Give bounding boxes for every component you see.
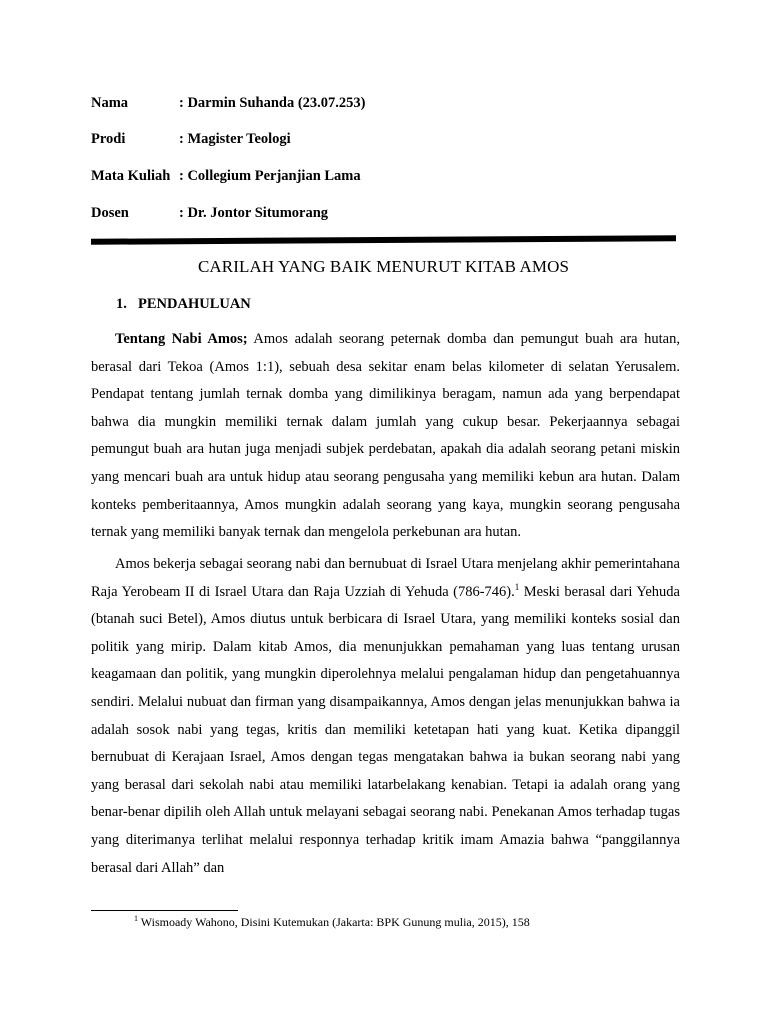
footnote-marker: 1 <box>134 914 138 923</box>
footnote-text: Wismoady Wahono, Disini Kutemukan (Jakarta: BPK Gunung mulia, 2015), 158 <box>138 915 530 929</box>
meta-row-prodi <box>91 131 291 148</box>
section-heading <box>116 296 251 313</box>
paragraph-text: Amos bekerja sebagai seorang nabi dan bernubuat di Israel Utara menjelang akhir pemerintahana Raja Yerobeam II di Israel Utara dan Raja Uzziah di Yehuda (786-746). <box>91 556 680 600</box>
paragraph-2 <box>91 551 680 882</box>
meta-label: Prodi <box>91 131 126 147</box>
footnote-separator <box>91 910 238 911</box>
footnote-reference[interactable]: 1 <box>514 581 520 592</box>
section-title: PENDAHULUAN <box>138 296 251 312</box>
meta-row-nama <box>91 95 366 112</box>
meta-label: Nama <box>91 95 129 111</box>
section-number: 1. <box>116 296 127 312</box>
paragraph-text: Meski berasal dari Yehuda (btanah suci Betel), Amos diutus untuk berbicara di Israel Utara, yang memiliki konteks sosial dan politik yang mirip. Dalam kitab Amos, dia menunjukkan pemahaman yang luas tentang urusan keagamaan dan politik, yang mungkin diperolehnya melalui pengalaman hidup dan pengetahuannya sendiri. Melalui nubuat dan firman yang disampaikannya, Amos dengan jelas menunjukkan bahwa ia adalah sosok nabi yang tegas, kritis dan memiliki ketetapan hati yang kuat. Ketika dipanggil bernubuat di Kerajaan Israel, Amos dengan tegas mengatakan bahwa ia bukan seorang nabi yang yang berasal dari sekolah nabi atau memiliki latarbelakang kenabian. Tetapi ia adalah orang yang benar-benar dipilih oleh Allah untuk melayani sebagai seorang nabi. Penekanan Amos terhadap tugas yang diterimanya terlihat melalui responnya terhadap kritik imam Amazia bahwa “panggilannya berasal dari Allah” dan <box>91 583 680 876</box>
paragraph-1 <box>91 326 680 547</box>
document-title: CARILAH YANG BAIK MENURUT KITAB AMOS <box>197 257 570 276</box>
meta-row-dosen <box>91 205 328 222</box>
meta-value: : Collegium Perjanjian Lama <box>179 168 361 184</box>
header-divider <box>91 235 676 245</box>
paragraph-lead: Tentang Nabi Amos; <box>115 331 248 347</box>
meta-value: : Darmin Suhanda (23.07.253) <box>179 95 366 111</box>
meta-value: : Dr. Jontor Situmorang <box>179 205 329 221</box>
meta-label: Mata Kuliah <box>91 168 171 184</box>
paragraph-text: Amos adalah seorang peternak domba dan pemungut buah ara hutan, berasal dari Tekoa (Amos 1:1), sebuah desa sekitar enam belas kilometer di selatan Yerusalem. Pendapat tentang jumlah ternak domba yang dimilikinya beragam, namun ada yang berpendapat bahwa dia mungkin memiliki ternak dalam jumlah yang cukup besar. Pekerjaannya sebagai pemungut buah ara hutan juga menjadi subjek perdebatan, apakah dia adalah seorang petani miskin yang mencari buah ara untuk hidup atau seorang pengusaha yang memiliki kebun ara hutan. Dalam konteks pemberitaannya, Amos mungkin adalah seorang yang kaya, mungkin seorang pengusaha ternak yang memiliki banyak ternak dan mengelola perkebunan ara hutan. <box>91 331 680 541</box>
meta-row-mata-kuliah <box>91 168 361 185</box>
meta-value: : Magister Teologi <box>179 131 291 147</box>
meta-label: Dosen <box>91 205 129 221</box>
footnote <box>134 915 530 930</box>
